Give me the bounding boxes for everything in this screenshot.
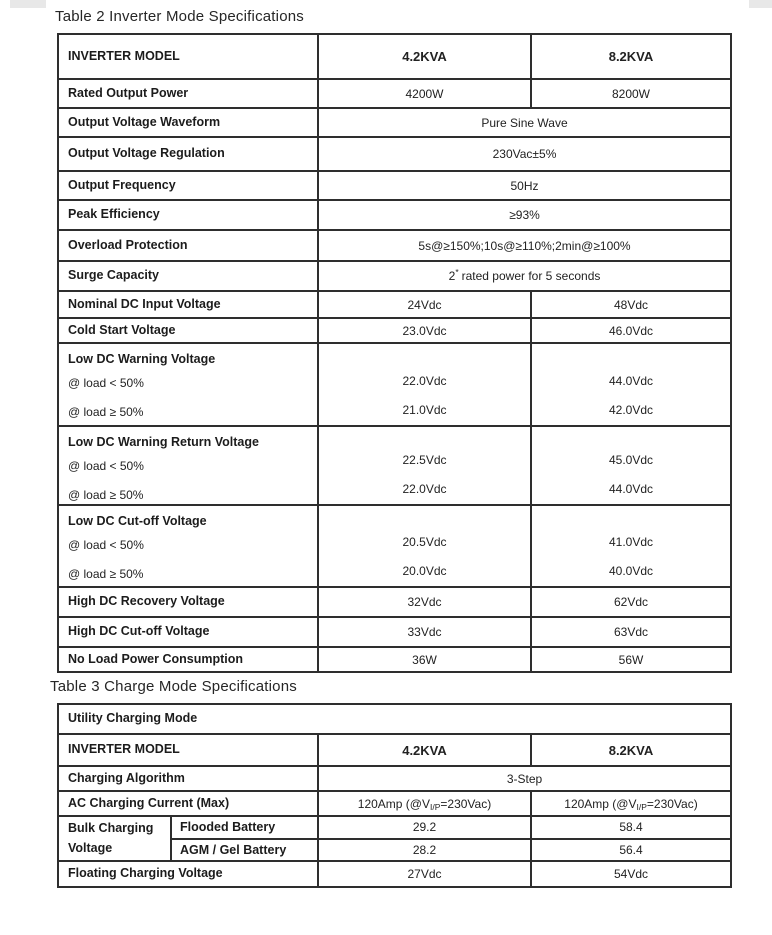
row-value-8kva: 58.4 xyxy=(530,817,730,838)
row-value-4kva: 32Vdc xyxy=(317,588,530,616)
row-value-8kva xyxy=(530,792,730,815)
row-label: Peak Efficiency xyxy=(68,207,160,222)
group-values-4kva xyxy=(317,506,530,586)
model-4kva-value: 4.2KVA xyxy=(317,35,530,78)
table3-row-utility-charging-mode xyxy=(59,705,730,733)
row-value-span: 5s@≥150%;10s@≥110%;2min@≥100% xyxy=(317,231,730,260)
row-value-span: ≥93% xyxy=(317,201,730,229)
table2-title: Table 2 Inverter Mode Specifications xyxy=(55,8,304,25)
table3-row-inverter-model xyxy=(59,733,730,765)
row-value-4kva: 33Vdc xyxy=(317,618,530,646)
group-values-8kva xyxy=(530,506,730,586)
group-sub-load-ge50: @ load ≥ 50% xyxy=(68,488,144,502)
group-value: 41.0Vdc xyxy=(608,535,654,549)
row-label: Charging Algorithm xyxy=(68,770,185,785)
group-title: Low DC Warning Voltage xyxy=(68,352,216,366)
row-label: High DC Cut-off Voltage xyxy=(68,624,210,639)
surge-base: 2 xyxy=(448,269,456,283)
row-value-8kva: 46.0Vdc xyxy=(530,319,730,342)
table3-row-ac-charging-current xyxy=(59,790,730,815)
group-sub-load-lt50: @ load < 50% xyxy=(68,538,144,552)
spacer xyxy=(319,432,530,446)
table2-row-low-dc-warning-return-voltage xyxy=(59,425,730,504)
ac-current-post: =230Vac) xyxy=(646,796,698,811)
row-value-span: Pure Sine Wave xyxy=(317,109,730,136)
row-value-8kva: 62Vdc xyxy=(530,588,730,616)
table2-row-high-dc-cutoff-voltage xyxy=(59,616,730,646)
group-value: 22.0Vdc xyxy=(402,482,447,496)
ac-current-pre: 120Amp (@V xyxy=(564,796,637,811)
ac-current-subscript: I/P xyxy=(430,801,441,812)
group-sub-load-ge50: @ load ≥ 50% xyxy=(68,567,144,581)
bulk-charging-sub-rows xyxy=(170,817,730,860)
row-label: High DC Recovery Voltage xyxy=(68,594,225,609)
model-4kva-value: 4.2KVA xyxy=(317,735,530,765)
group-sub-load-ge50: @ load ≥ 50% xyxy=(68,405,144,419)
utility-charging-mode-label: Utility Charging Mode xyxy=(68,711,198,726)
row-value-8kva: 56.4 xyxy=(530,840,730,861)
row-value-span: 50Hz xyxy=(317,172,730,199)
row-value-span xyxy=(317,262,730,290)
row-value-span: 3-Step xyxy=(317,767,730,790)
group-value: 44.0Vdc xyxy=(608,482,654,496)
row-label: Surge Capacity xyxy=(68,268,160,283)
model-8kva-value: 8.2KVA xyxy=(530,35,730,78)
spacer xyxy=(532,349,730,367)
group-label-cell xyxy=(59,344,317,425)
table2-row-output-frequency xyxy=(59,170,730,199)
group-title: Low DC Warning Return Voltage xyxy=(68,435,259,449)
table2-row-peak-efficiency xyxy=(59,199,730,229)
row-value-8kva: 56W xyxy=(530,648,730,671)
table2-row-low-dc-warning-voltage xyxy=(59,342,730,425)
row-value-8kva: 8200W xyxy=(530,80,730,107)
row-label: Nominal DC Input Voltage xyxy=(68,296,221,311)
group-value: 20.5Vdc xyxy=(402,535,447,549)
bulk-row-flooded xyxy=(170,817,730,838)
table2-row-high-dc-recovery-voltage xyxy=(59,586,730,616)
model-8kva-value: 8.2KVA xyxy=(530,735,730,765)
ac-current-pre: 120Amp (@V xyxy=(357,796,430,811)
battery-type-label: AGM / Gel Battery xyxy=(170,840,317,861)
group-value: 21.0Vdc xyxy=(402,403,447,417)
spacer xyxy=(319,511,530,528)
row-label: No Load Power Consumption xyxy=(68,651,243,666)
row-value-4kva: 28.2 xyxy=(317,840,530,861)
spacer xyxy=(532,432,730,446)
ac-current-post: =230Vac) xyxy=(440,796,492,811)
table2 xyxy=(57,33,732,673)
table2-row-rated-output-power xyxy=(59,78,730,107)
group-value: 22.0Vdc xyxy=(402,374,447,388)
table2-row-output-voltage-regulation xyxy=(59,136,730,170)
row-value-8kva: 63Vdc xyxy=(530,618,730,646)
group-label-cell xyxy=(59,506,317,586)
group-value: 40.0Vdc xyxy=(608,564,654,578)
row-value-8kva: 54Vdc xyxy=(530,862,730,886)
row-value-4kva: 23.0Vdc xyxy=(317,319,530,342)
row-value-4kva: 29.2 xyxy=(317,817,530,838)
row-value-span: 230Vac±5% xyxy=(317,138,730,170)
row-value-4kva: 36W xyxy=(317,648,530,671)
row-label: Output Frequency xyxy=(68,177,176,192)
group-values-8kva xyxy=(530,427,730,504)
group-values-4kva xyxy=(317,427,530,504)
row-value-8kva: 48Vdc xyxy=(530,292,730,317)
table2-row-output-voltage-waveform xyxy=(59,107,730,136)
group-value: 20.0Vdc xyxy=(402,564,447,578)
table2-row-overload-protection xyxy=(59,229,730,260)
row-label: Output Voltage Waveform xyxy=(68,114,221,129)
row-label: Overload Protection xyxy=(68,237,188,252)
group-value: 45.0Vdc xyxy=(608,453,654,467)
group-value: 22.5Vdc xyxy=(402,453,447,467)
row-label: AC Charging Current (Max) xyxy=(68,795,230,810)
battery-type-label: Flooded Battery xyxy=(170,817,317,838)
group-sub-load-lt50: @ load < 50% xyxy=(68,376,144,390)
group-values-8kva xyxy=(530,344,730,425)
row-value-4kva: 24Vdc xyxy=(317,292,530,317)
table2-row-cold-start-voltage xyxy=(59,317,730,342)
scan-artifact-top-left xyxy=(10,0,46,8)
group-sub-load-lt50: @ load < 50% xyxy=(68,459,144,473)
table3-row-floating-charging-voltage xyxy=(59,860,730,886)
table2-row-inverter-model xyxy=(59,35,730,78)
spacer xyxy=(319,349,530,367)
row-label: Floating Charging Voltage xyxy=(68,866,223,881)
table2-row-low-dc-cutoff-voltage xyxy=(59,504,730,586)
table3-title: Table 3 Charge Mode Specifications xyxy=(50,678,297,695)
row-label: Rated Output Power xyxy=(68,85,189,100)
row-value-4kva: 4200W xyxy=(317,80,530,107)
row-value-4kva xyxy=(317,792,530,815)
bulk-charging-voltage-label: Bulk Charging Voltage xyxy=(68,821,154,855)
row-value-4kva: 27Vdc xyxy=(317,862,530,886)
row-label: Cold Start Voltage xyxy=(68,322,176,337)
surge-superscript: * xyxy=(455,267,459,277)
table3 xyxy=(57,703,732,888)
row-label: INVERTER MODEL xyxy=(68,48,180,63)
scan-artifact-top-right xyxy=(749,0,772,8)
group-label-cell xyxy=(59,427,317,504)
row-label: INVERTER MODEL xyxy=(68,742,180,757)
group-value: 44.0Vdc xyxy=(608,374,654,388)
group-values-4kva xyxy=(317,344,530,425)
bulk-row-agm-gel xyxy=(170,838,730,861)
table2-row-surge-capacity xyxy=(59,260,730,290)
ac-current-subscript: I/P xyxy=(636,801,647,812)
spacer xyxy=(532,511,730,528)
group-title: Low DC Cut-off Voltage xyxy=(68,514,207,528)
table2-row-no-load-power-consumption xyxy=(59,646,730,671)
row-label: Output Voltage Regulation xyxy=(68,146,225,161)
group-value: 42.0Vdc xyxy=(608,403,654,417)
table2-row-nominal-dc-input-voltage xyxy=(59,290,730,317)
table3-row-bulk-charging-voltage xyxy=(59,815,730,860)
table3-row-charging-algorithm xyxy=(59,765,730,790)
surge-rest: rated power for 5 seconds xyxy=(461,269,601,283)
